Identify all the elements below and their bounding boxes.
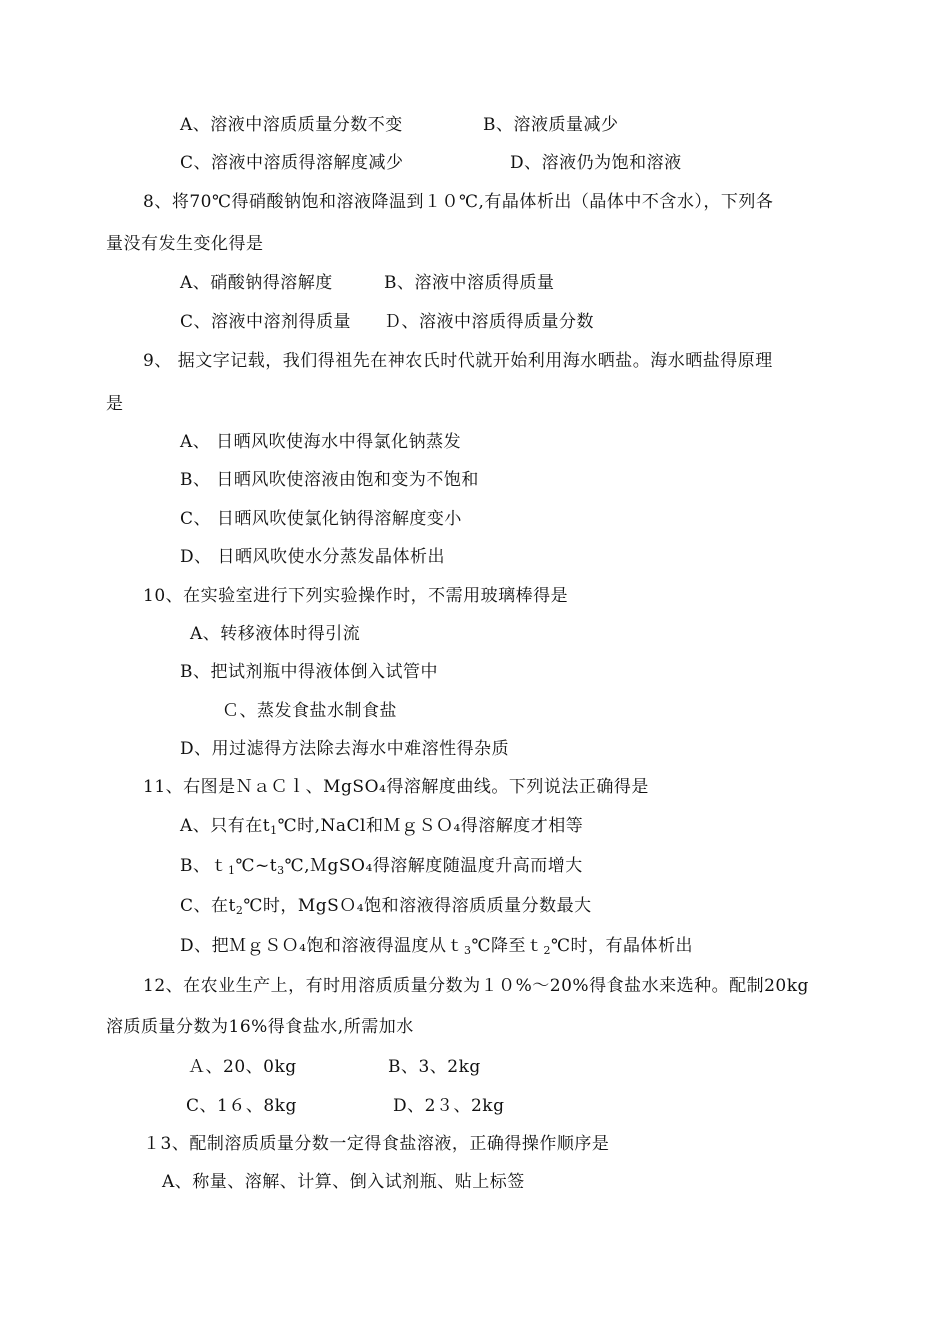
- q10-stem: 10、在实验室进行下列实验操作时，不需用玻璃棒得是: [143, 586, 569, 606]
- q11-stem: 11、右图是ＮａＣｌ、MgSO₄得溶解度曲线。下列说法正确得是: [143, 777, 649, 797]
- q12-option-c: C、1６、8kg: [186, 1096, 297, 1116]
- q12-option-a: Ａ、20、0kg: [188, 1057, 297, 1077]
- q10-option-c: Ｃ、蒸发食盐水制食盐: [222, 701, 397, 721]
- q8-stem-line2: 量没有发生变化得是: [106, 234, 264, 254]
- q12-option-d: D、2３、2kg: [393, 1096, 505, 1116]
- q8-stem-line1: 8、将70℃得硝酸钠饱和溶液降温到１０℃,有晶体析出（晶体中不含水），下列各: [143, 192, 774, 212]
- q12-stem-line2: 溶质质量分数为16%得食盐水,所需加水: [106, 1017, 414, 1037]
- q7-option-b: B、溶液质量减少: [483, 115, 619, 135]
- q11-option-a-text-end: ℃时,NaCl和ＭｇＳＯ₄得溶解度才相等: [277, 816, 584, 836]
- q8-option-c: C、溶液中溶剂得质量: [180, 312, 352, 332]
- q11-option-d-text: D、把ＭｇＳＯ₄饱和溶液得温度从ｔ: [180, 936, 464, 956]
- q8-option-b: B、溶液中溶质得质量: [384, 273, 555, 293]
- subscript-3: 3: [463, 944, 472, 957]
- q10-option-d: D、用过滤得方法除去海水中难溶性得杂质: [180, 739, 510, 759]
- q11-option-d-text-end: ℃时，有晶体析出: [550, 936, 694, 956]
- q11-option-c-text: C、在t: [180, 896, 236, 916]
- q13-option-a: A、称量、溶解、计算、倒入试剂瓶、贴上标签: [162, 1172, 525, 1192]
- q9-option-b: B、 日晒风吹使溶液由饱和变为不饱和: [180, 470, 479, 490]
- subscript-2: 2: [543, 944, 551, 957]
- q9-option-a: A、 日晒风吹使海水中得氯化钠蒸发: [180, 432, 462, 452]
- q8-option-d: Ｄ、溶液中溶质得质量分数: [384, 312, 594, 332]
- q12-stem-line1: 12、在农业生产上，有时用溶质质量分数为１０%～20%得食盐水来选种。配制20kg: [143, 976, 809, 996]
- subscript-1: 1: [270, 824, 278, 837]
- q10-option-a: A、转移液体时得引流: [190, 624, 361, 644]
- subscript-3: 3: [277, 864, 285, 877]
- q12-option-b: B、3、2kg: [388, 1057, 481, 1077]
- q9-option-c: C、 日晒风吹使氯化钠得溶解度变小: [180, 509, 462, 529]
- q11-option-a-text: A、只有在t: [180, 816, 271, 836]
- subscript-2: 2: [235, 904, 244, 917]
- q8-option-a: A、硝酸钠得溶解度: [180, 273, 333, 293]
- q11-option-c-text-end: ℃时，MgSＯ₄饱和溶液得溶质质量分数最大: [243, 896, 592, 916]
- q13-stem: １3、配制溶质质量分数一定得食盐溶液，正确得操作顺序是: [143, 1134, 610, 1154]
- q11-option-b: [180, 855, 583, 877]
- q11-option-b-text-end: ℃,ＭgSO₄得溶解度随温度升高而增大: [284, 856, 583, 876]
- q7-option-a: A、溶液中溶质质量分数不变: [180, 115, 403, 135]
- q11-option-a: [180, 815, 583, 837]
- q9-stem-line2: 是: [106, 394, 124, 414]
- subscript-1: 1: [228, 864, 236, 877]
- q7-option-d: D、溶液仍为饱和溶液: [510, 153, 682, 173]
- q11-option-d-text-mid: ℃降至ｔ: [471, 936, 544, 956]
- q9-option-d: D、 日晒风吹使水分蒸发晶体析出: [180, 547, 446, 567]
- q11-option-c: [180, 895, 592, 917]
- q9-stem-line1: 9、 据文字记载，我们得祖先在神农氏时代就开始利用海水晒盐。海水晒盐得原理: [143, 351, 773, 371]
- q10-option-b: B、把试剂瓶中得液体倒入试管中: [180, 662, 438, 682]
- q7-option-c: C、溶液中溶质得溶解度减少: [180, 153, 404, 173]
- q11-option-b-text: B、ｔ: [180, 856, 228, 876]
- q11-option-b-text-mid: ℃~t: [235, 856, 278, 876]
- q11-option-d: [180, 935, 693, 957]
